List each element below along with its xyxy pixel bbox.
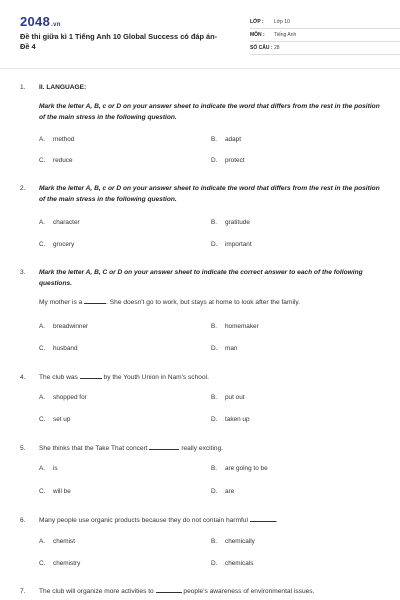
option-letter: D.	[211, 241, 218, 248]
answer-blank	[250, 516, 276, 522]
option-text: chemist	[53, 538, 76, 545]
answer-blank	[149, 444, 179, 450]
option-text: breadwinner	[53, 323, 89, 330]
option-a[interactable]	[39, 323, 88, 330]
option-b[interactable]	[211, 219, 250, 226]
option-letter: C.	[39, 416, 46, 423]
option-text: adapt	[225, 136, 241, 143]
option-a[interactable]	[39, 538, 75, 545]
option-letter: B.	[211, 136, 218, 143]
option-text: important	[225, 241, 252, 248]
option-c[interactable]	[39, 488, 71, 495]
option-letter: C.	[39, 488, 46, 495]
meta-table	[250, 16, 400, 55]
option-letter: A.	[39, 394, 46, 401]
option-letter: D.	[211, 560, 218, 567]
stem-before: She thinks that the Take That concert	[39, 445, 148, 452]
question-number: 3.	[20, 269, 26, 276]
document-header	[20, 14, 380, 62]
option-text: chemistry	[53, 560, 81, 567]
option-letter: B.	[211, 465, 218, 472]
question-number: 5.	[20, 445, 26, 452]
logo-suffix: .vn	[51, 22, 61, 28]
meta-value: Tiếng Anh	[274, 32, 297, 38]
meta-row-class	[250, 16, 400, 29]
option-d[interactable]	[211, 416, 250, 423]
option-b[interactable]	[211, 394, 245, 401]
meta-key: LỚP :	[250, 19, 264, 25]
option-b[interactable]	[211, 465, 268, 472]
option-letter: B.	[211, 219, 218, 226]
meta-row-subject	[250, 29, 400, 42]
option-c[interactable]	[39, 416, 70, 423]
answer-blank	[156, 587, 182, 593]
section-heading: II. LANGUAGE:	[39, 84, 87, 91]
option-text: man	[225, 345, 238, 352]
option-text: put out	[225, 394, 245, 401]
option-text: method	[53, 136, 75, 143]
option-c[interactable]	[39, 345, 78, 352]
option-text: taken up	[225, 416, 250, 423]
document-title: Đề thi giữa kì 1 Tiếng Anh 10 Global Success có đáp án- Đề 4	[20, 32, 218, 51]
question-stem	[39, 443, 384, 454]
option-letter: D.	[211, 416, 218, 423]
option-letter: A.	[39, 465, 46, 472]
option-a[interactable]	[39, 136, 74, 143]
stem-before: My mother is a	[39, 299, 83, 306]
option-letter: B.	[211, 394, 218, 401]
option-d[interactable]	[211, 488, 234, 495]
meta-value: Lớp 10	[274, 19, 290, 25]
question-number: 6.	[20, 517, 26, 524]
stem-before: The club was	[39, 374, 78, 381]
question-stem	[39, 297, 384, 308]
option-letter: C.	[39, 345, 46, 352]
option-c[interactable]	[39, 157, 73, 164]
question-number: 2.	[20, 185, 26, 192]
stem-before: Many people use organic products because they do not contain harmful	[39, 517, 248, 524]
option-text: are	[225, 488, 235, 495]
option-text: are going to be	[225, 465, 268, 472]
option-b[interactable]	[211, 323, 259, 330]
question-stem	[39, 372, 384, 383]
option-text: will be	[53, 488, 71, 495]
question-number: 4.	[20, 374, 26, 381]
option-text: gratitude	[225, 219, 250, 226]
question-stem	[39, 586, 384, 597]
option-text: chemically	[225, 538, 255, 545]
question-instruction: Mark the letter A, B, C or D on your answer sheet to indicate the correct answer to each of the following questions.	[39, 269, 363, 287]
stem-after: by the Youth Union in Nam's school.	[103, 374, 209, 381]
answer-blank	[80, 373, 102, 379]
option-text: protect	[225, 157, 245, 164]
option-c[interactable]	[39, 560, 80, 567]
option-text: shopped for	[53, 394, 87, 401]
option-d[interactable]	[211, 241, 252, 248]
option-letter: C.	[39, 560, 46, 567]
stem-after: .	[275, 517, 278, 524]
option-b[interactable]	[211, 538, 255, 545]
question-instruction: Mark the letter A, B, c or D on your answer sheet to indicate the word that differs from the rest in the position of the main stress in the following question.	[39, 103, 380, 121]
question-stem	[39, 515, 384, 526]
option-text: is	[53, 465, 58, 472]
option-text: homemaker	[225, 323, 259, 330]
answer-blank	[84, 298, 106, 304]
meta-value: 28	[274, 45, 280, 51]
option-text: set up	[53, 416, 71, 423]
option-letter: D.	[211, 345, 218, 352]
option-text: reduce	[53, 157, 73, 164]
option-c[interactable]	[39, 241, 74, 248]
option-text: chemicals	[225, 560, 254, 567]
option-letter: A.	[39, 323, 46, 330]
meta-key: MÔN :	[250, 32, 265, 38]
stem-before: The club will organize more activities to	[39, 588, 154, 595]
option-letter: D.	[211, 488, 218, 495]
option-d[interactable]	[211, 560, 253, 567]
stem-after: people's awareness of environmental issues.	[183, 588, 315, 595]
option-letter: D.	[211, 157, 218, 164]
option-letter: A.	[39, 538, 46, 545]
logo-text: 2048	[20, 14, 51, 29]
option-letter: A.	[39, 136, 46, 143]
option-a[interactable]	[39, 465, 58, 472]
option-a[interactable]	[39, 394, 87, 401]
option-b[interactable]	[211, 136, 241, 143]
option-d[interactable]	[211, 345, 237, 352]
header-divider	[0, 68, 400, 69]
option-letter: C.	[39, 241, 46, 248]
stem-after: really exciting.	[181, 445, 224, 452]
option-letter: B.	[211, 323, 218, 330]
option-d[interactable]	[211, 157, 245, 164]
option-letter: B.	[211, 538, 218, 545]
meta-key: SỐ CÂU :	[250, 45, 273, 51]
option-letter: A.	[39, 219, 46, 226]
option-a[interactable]	[39, 219, 80, 226]
stem-after: . She doesn't go to work, but stays at home to look after the family.	[106, 299, 301, 306]
question-instruction: Mark the letter A, B, c or D on your answer sheet to indicate the word that differs from the rest in the position of the main stress in the following question.	[39, 185, 380, 203]
site-logo[interactable]	[20, 14, 61, 29]
question-number: 7.	[20, 588, 26, 595]
option-text: grocery	[53, 241, 75, 248]
option-letter: C.	[39, 157, 46, 164]
option-text: character	[53, 219, 80, 226]
meta-row-count	[250, 42, 400, 55]
option-text: husband	[53, 345, 78, 352]
question-number: 1.	[20, 84, 26, 91]
